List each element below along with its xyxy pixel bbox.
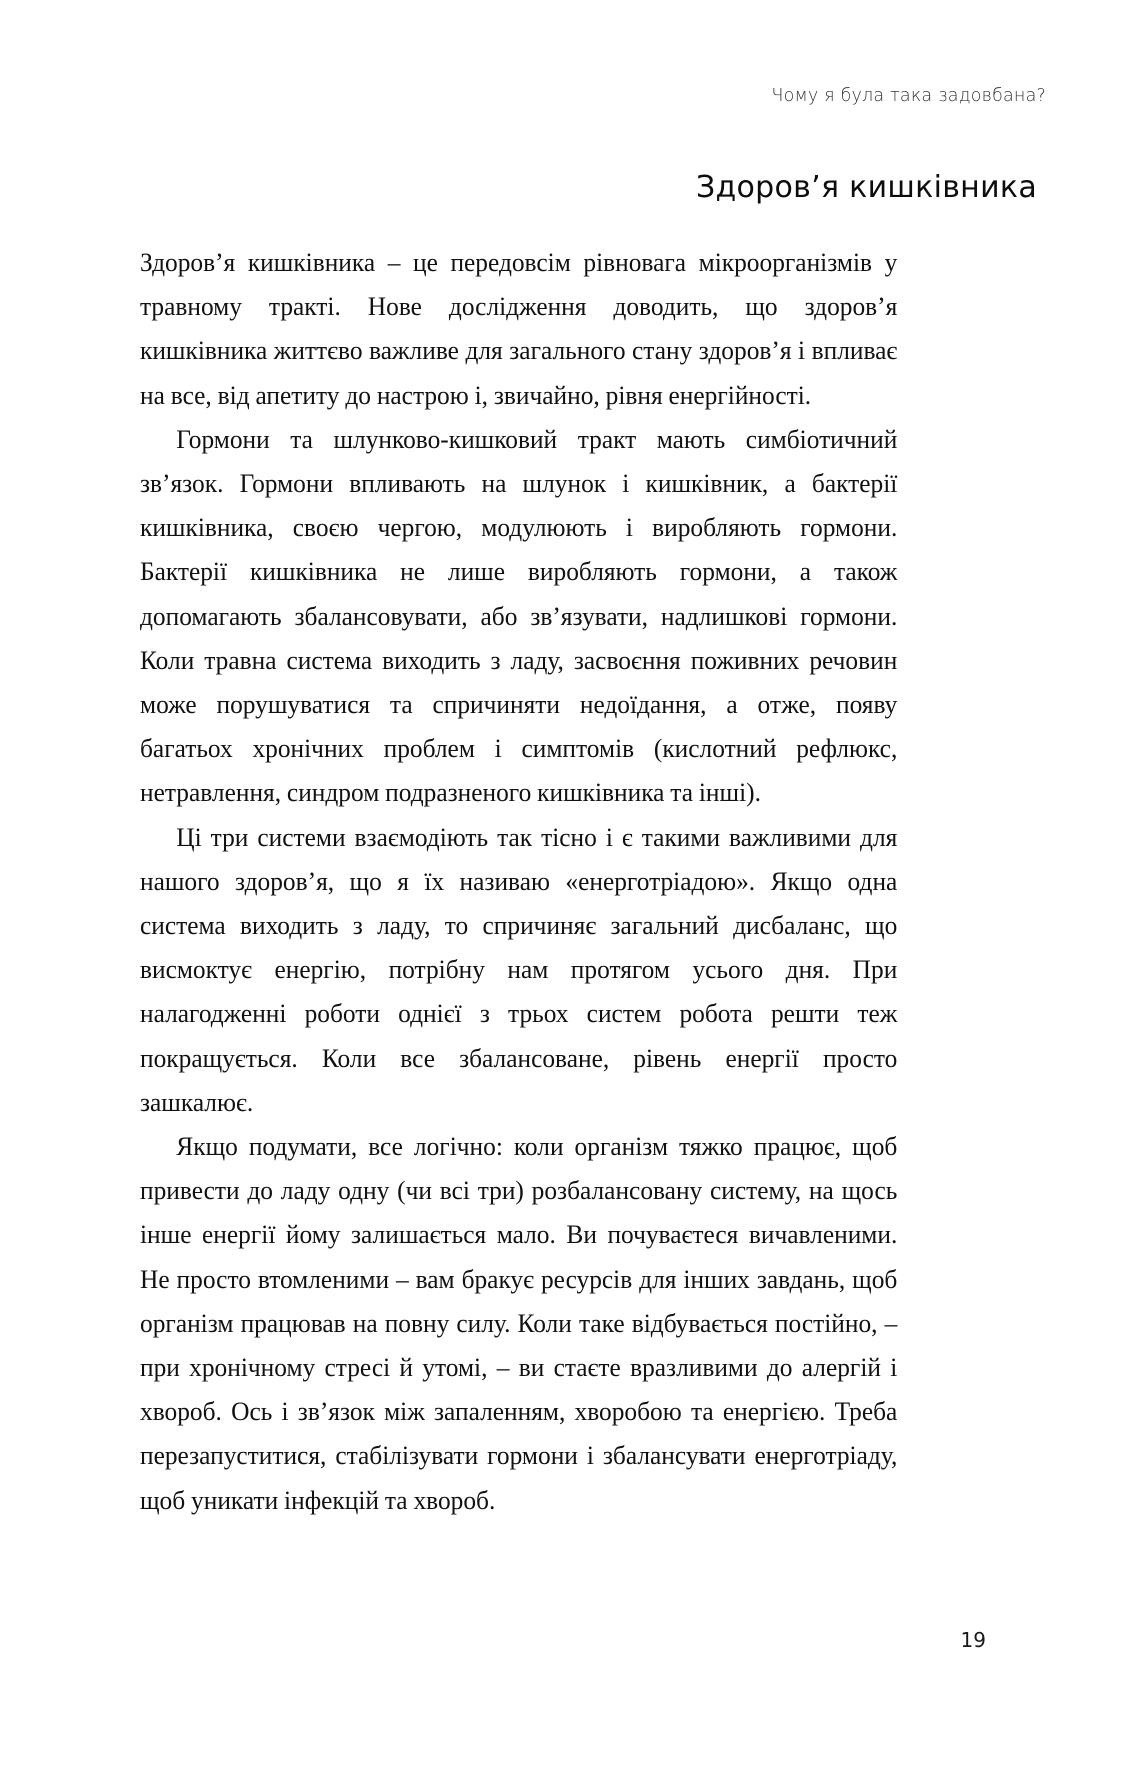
page-title: Здоров’я кишківника	[695, 170, 1037, 206]
paragraph: Якщо подумати, все логічно: коли організм тяжко працює, щоб привести до ладу одну (чи всі три) розбалансовану систему, на щось інше енергії йому залишається мало. Ви почуваєтеся вичавленими. Не просто втомленими – вам бракує ресурсів для інших завдань, щоб організм працював на повну силу. Коли таке відбувається постійно, – при хронічному стресі й утомі, – ви стаєте вразливими до алергій і хвороб. Ось і зв’язок між запаленням, хворобою та енергією. Треба перезапуститися, стабілізувати гормони і збалансувати енерготріаду, щоб уникати інфекцій та хвороб.	[140, 1131, 898, 1515]
paragraph: Гормони та шлунково-кишковий тракт мають симбіотичний зв’язок. Гормони впливають на шлунок і кишківник, а бактерії кишківника, своєю чергою, модулюють і виробляють гормони. Бактерії кишківника не лише виробляють гормони, а також допомагають збалансовувати, або зв’язувати, надлишкові гормони. Коли травна система виходить з ладу, засвоєння поживних речовин може порушуватися та спричиняти недоїдання, а отже, появу багатьох хронічних проблем і симптомів (кислотний рефлюкс, нетравлення, синдром подразненого кишківника та інші).	[140, 423, 898, 808]
paragraph: Ці три системи взаємодіють так тісно і є такими важливими для нашого здоров’я, що я їх називаю «енерготріадою». Якщо одна система виходить з ладу, то спричиняє загальний дисбаланс, що висмоктує енергію, потрібну нам протягом усього дня. При налагодженні роботи однієї з трьох систем робота решти теж покращується. Коли все збалансоване, рівень енергії просто зашкалює.	[140, 821, 898, 1117]
running-header: Чому я була така задовбана?	[771, 86, 1046, 106]
paragraph: Здоров’я кишківника – це передовсім рівновага мікроорганізмів у травному тракті. Нове дослідження доводить, що здоров’я кишківника життєво важливе для загального стану здоров’я і впливає на все, від апетиту до настрою і, звичайно, рівня енергійності.	[140, 247, 898, 410]
body-text	[140, 240, 933, 1522]
page-number: 19	[960, 1628, 986, 1652]
